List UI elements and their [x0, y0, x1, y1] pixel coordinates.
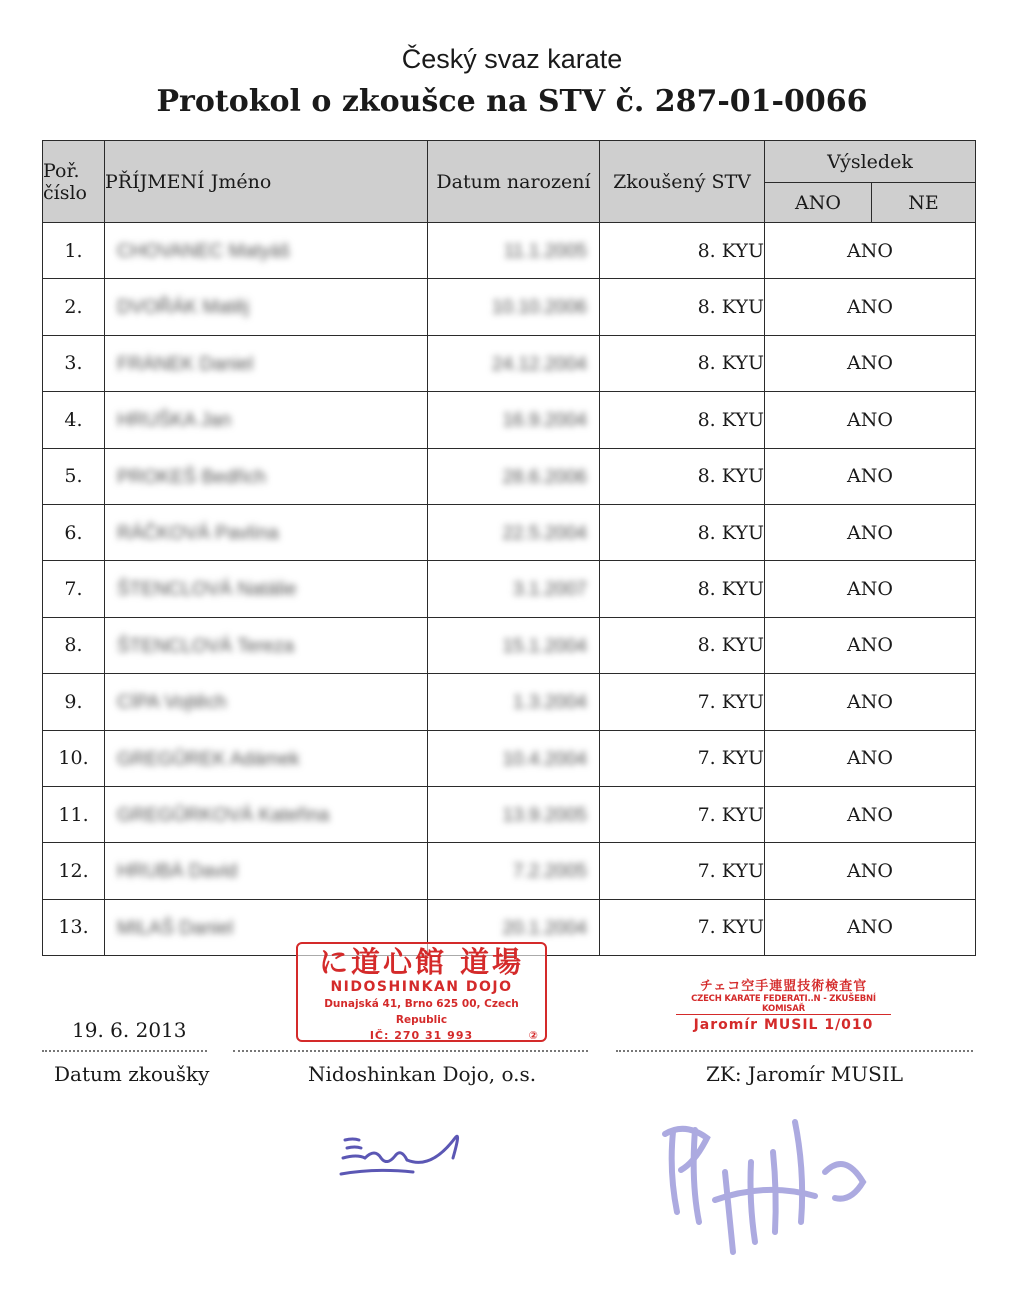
tested-grade-cell: 8. KYU [600, 617, 765, 673]
member-name-cell [105, 617, 428, 673]
birth-date: 10.4.2004 [502, 748, 587, 770]
tested-grade-cell: 8. KYU [600, 223, 765, 279]
protocol-title: Protokol o zkoušce na STV č. 287-01-0066 [156, 84, 868, 119]
row-number-cell: 8. [43, 617, 105, 673]
birth-date-cell [428, 730, 600, 786]
birth-date-cell [428, 223, 600, 279]
row-number-cell: 9. [43, 674, 105, 730]
table-row [43, 674, 976, 730]
examiner-caption: ZK: Jaromír MUSIL [706, 1062, 903, 1086]
member-name-cell [105, 674, 428, 730]
stamp-ic [298, 1028, 545, 1043]
result-yes-cell: ANO [765, 617, 976, 673]
row-number-cell: 7. [43, 561, 105, 617]
result-yes-cell: ANO [765, 561, 976, 617]
table-row [43, 561, 976, 617]
result-yes-cell: ANO [765, 335, 976, 391]
member-name-cell [105, 448, 428, 504]
row-number-cell: 6. [43, 504, 105, 560]
member-name: DVOŘÁK Matěj [117, 297, 249, 319]
member-name-cell [105, 279, 428, 335]
birth-date: 15.1.2004 [502, 635, 587, 657]
club-signature-line [233, 1050, 588, 1052]
member-name: CÍPA Vojtěch [117, 692, 227, 714]
tested-grade-cell: 8. KYU [600, 279, 765, 335]
member-name-cell [105, 335, 428, 391]
row-number-cell: 13. [43, 899, 105, 955]
member-name-cell [105, 392, 428, 448]
birth-date: 22.5.2004 [502, 522, 587, 544]
examiner-stamp-japanese: チェコ空手連盟技術検査官 [699, 979, 868, 994]
birth-date-cell [428, 561, 600, 617]
birth-date: 20.1.2004 [502, 917, 587, 939]
table-body [43, 223, 976, 956]
member-name-cell [105, 730, 428, 786]
stamp-name: NIDOSHINKAN DOJO [330, 979, 513, 995]
member-name-cell [105, 786, 428, 842]
column-header-stv: Zkoušený STV [600, 141, 765, 223]
tested-grade-cell: 8. KYU [600, 448, 765, 504]
row-number-cell: 10. [43, 730, 105, 786]
birth-date-cell [428, 279, 600, 335]
member-name: MILAŠ Daniel [117, 917, 234, 939]
birth-date-cell [428, 392, 600, 448]
tested-grade-cell: 8. KYU [600, 392, 765, 448]
result-yes-cell: ANO [765, 674, 976, 730]
member-name-cell [105, 561, 428, 617]
result-yes-cell: ANO [765, 392, 976, 448]
birth-date-cell [428, 786, 600, 842]
organization-name: Český svaz karate [401, 44, 623, 74]
result-yes-cell: ANO [765, 223, 976, 279]
table-row [43, 730, 976, 786]
birth-date-cell [428, 617, 600, 673]
row-number-cell: 2. [43, 279, 105, 335]
date-signature-line [42, 1050, 207, 1052]
birth-date: 28.6.2006 [502, 466, 587, 488]
result-yes-cell: ANO [765, 899, 976, 955]
birth-date: 11.1.2005 [503, 241, 587, 262]
row-number-cell: 11. [43, 786, 105, 842]
stamp-address: Dunajská 41, Brno 625 00, Czech Republic [324, 998, 519, 1026]
club-caption: Nidoshinkan Dojo, o.s. [308, 1062, 537, 1086]
table-row [43, 392, 976, 448]
stamp-ic-text: IČ: 270 31 993 [369, 1029, 474, 1042]
result-yes-cell: ANO [765, 504, 976, 560]
row-number-cell: 3. [43, 335, 105, 391]
row-number-cell: 1. [43, 223, 105, 279]
birth-date-cell [428, 335, 600, 391]
tested-grade-cell: 7. KYU [600, 674, 765, 730]
tested-grade-cell: 7. KYU [600, 843, 765, 899]
birth-date: 16.9.2004 [502, 410, 587, 432]
club-signature [335, 1118, 485, 1188]
examiner-stamp-name: Jaromír MUSIL 1/010 [693, 1017, 874, 1033]
member-name: GREGŮRKOVÁ Kateřina [117, 804, 330, 826]
tested-grade-cell: 7. KYU [600, 786, 765, 842]
examiner-stamp [676, 975, 891, 1033]
examiner-signature-line [616, 1050, 973, 1052]
date-caption: Datum zkoušky [54, 1062, 210, 1086]
birth-date: 3.1.2007 [513, 579, 587, 601]
birth-date: 1.3.2004 [513, 692, 587, 714]
column-header-no: NE [872, 183, 976, 223]
column-header-number: Poř. číslo [43, 141, 105, 223]
row-number-cell: 5. [43, 448, 105, 504]
table-row [43, 448, 976, 504]
tested-grade-cell: 7. KYU [600, 899, 765, 955]
row-number-cell: 4. [43, 392, 105, 448]
result-yes-cell: ANO [765, 279, 976, 335]
table-row [43, 504, 976, 560]
row-number-cell: 12. [43, 843, 105, 899]
member-name: GREGŮREK Adámek [117, 748, 300, 770]
result-yes-cell: ANO [765, 730, 976, 786]
examiner-stamp-federation: CZECH KARATE FEDERATI..N - ZKUŠEBNÍ KOMISAŘ [676, 994, 891, 1015]
column-header-yes: ANO [765, 183, 872, 223]
stamp-kanji: に道心館 道場 [318, 945, 525, 979]
result-yes-cell: ANO [765, 448, 976, 504]
member-name: HRUŠKA Jan [117, 410, 232, 432]
column-header-result: Výsledek [765, 141, 976, 183]
result-yes-cell: ANO [765, 786, 976, 842]
stamp-number: ② [528, 1029, 539, 1042]
tested-grade-cell: 8. KYU [600, 504, 765, 560]
birth-date: 24.12.2004 [491, 353, 587, 375]
table-row [43, 223, 976, 279]
birth-date-cell [428, 448, 600, 504]
result-yes-cell: ANO [765, 843, 976, 899]
member-name-cell [105, 223, 428, 279]
member-name: FRÁNEK Daniel [117, 353, 254, 375]
tested-grade-cell: 8. KYU [600, 561, 765, 617]
table-row [43, 335, 976, 391]
birth-date-cell [428, 843, 600, 899]
member-name: ŠTENCLOVÁ Natálie [117, 579, 297, 601]
birth-date-cell [428, 504, 600, 560]
tested-grade-cell: 7. KYU [600, 730, 765, 786]
birth-date: 7.2.2005 [513, 861, 587, 883]
member-name: PROKEŠ Bedřich [117, 466, 266, 488]
birth-date: 13.9.2005 [502, 804, 587, 826]
member-name-cell [105, 843, 428, 899]
examiner-signature [655, 1112, 885, 1262]
column-header-name: PŘÍJMENÍ Jméno [105, 141, 428, 223]
table-row [43, 843, 976, 899]
table-row [43, 279, 976, 335]
member-name: HRUBÁ David [117, 861, 238, 883]
column-header-birthdate: Datum narození [428, 141, 600, 223]
exam-date: 19. 6. 2013 [72, 1018, 187, 1042]
dojo-stamp [296, 942, 547, 1042]
member-name: CHOVANEC Matyáš [117, 241, 290, 262]
table-row [43, 786, 976, 842]
birth-date: 10.10.2006 [491, 297, 587, 319]
table-row [43, 617, 976, 673]
member-name-cell [105, 504, 428, 560]
member-name: ŠTENCLOVÁ Tereza [117, 635, 295, 657]
protocol-table [42, 140, 976, 956]
birth-date-cell [428, 674, 600, 730]
tested-grade-cell: 8. KYU [600, 335, 765, 391]
member-name: RÁČKOVÁ Pavlína [117, 522, 279, 544]
